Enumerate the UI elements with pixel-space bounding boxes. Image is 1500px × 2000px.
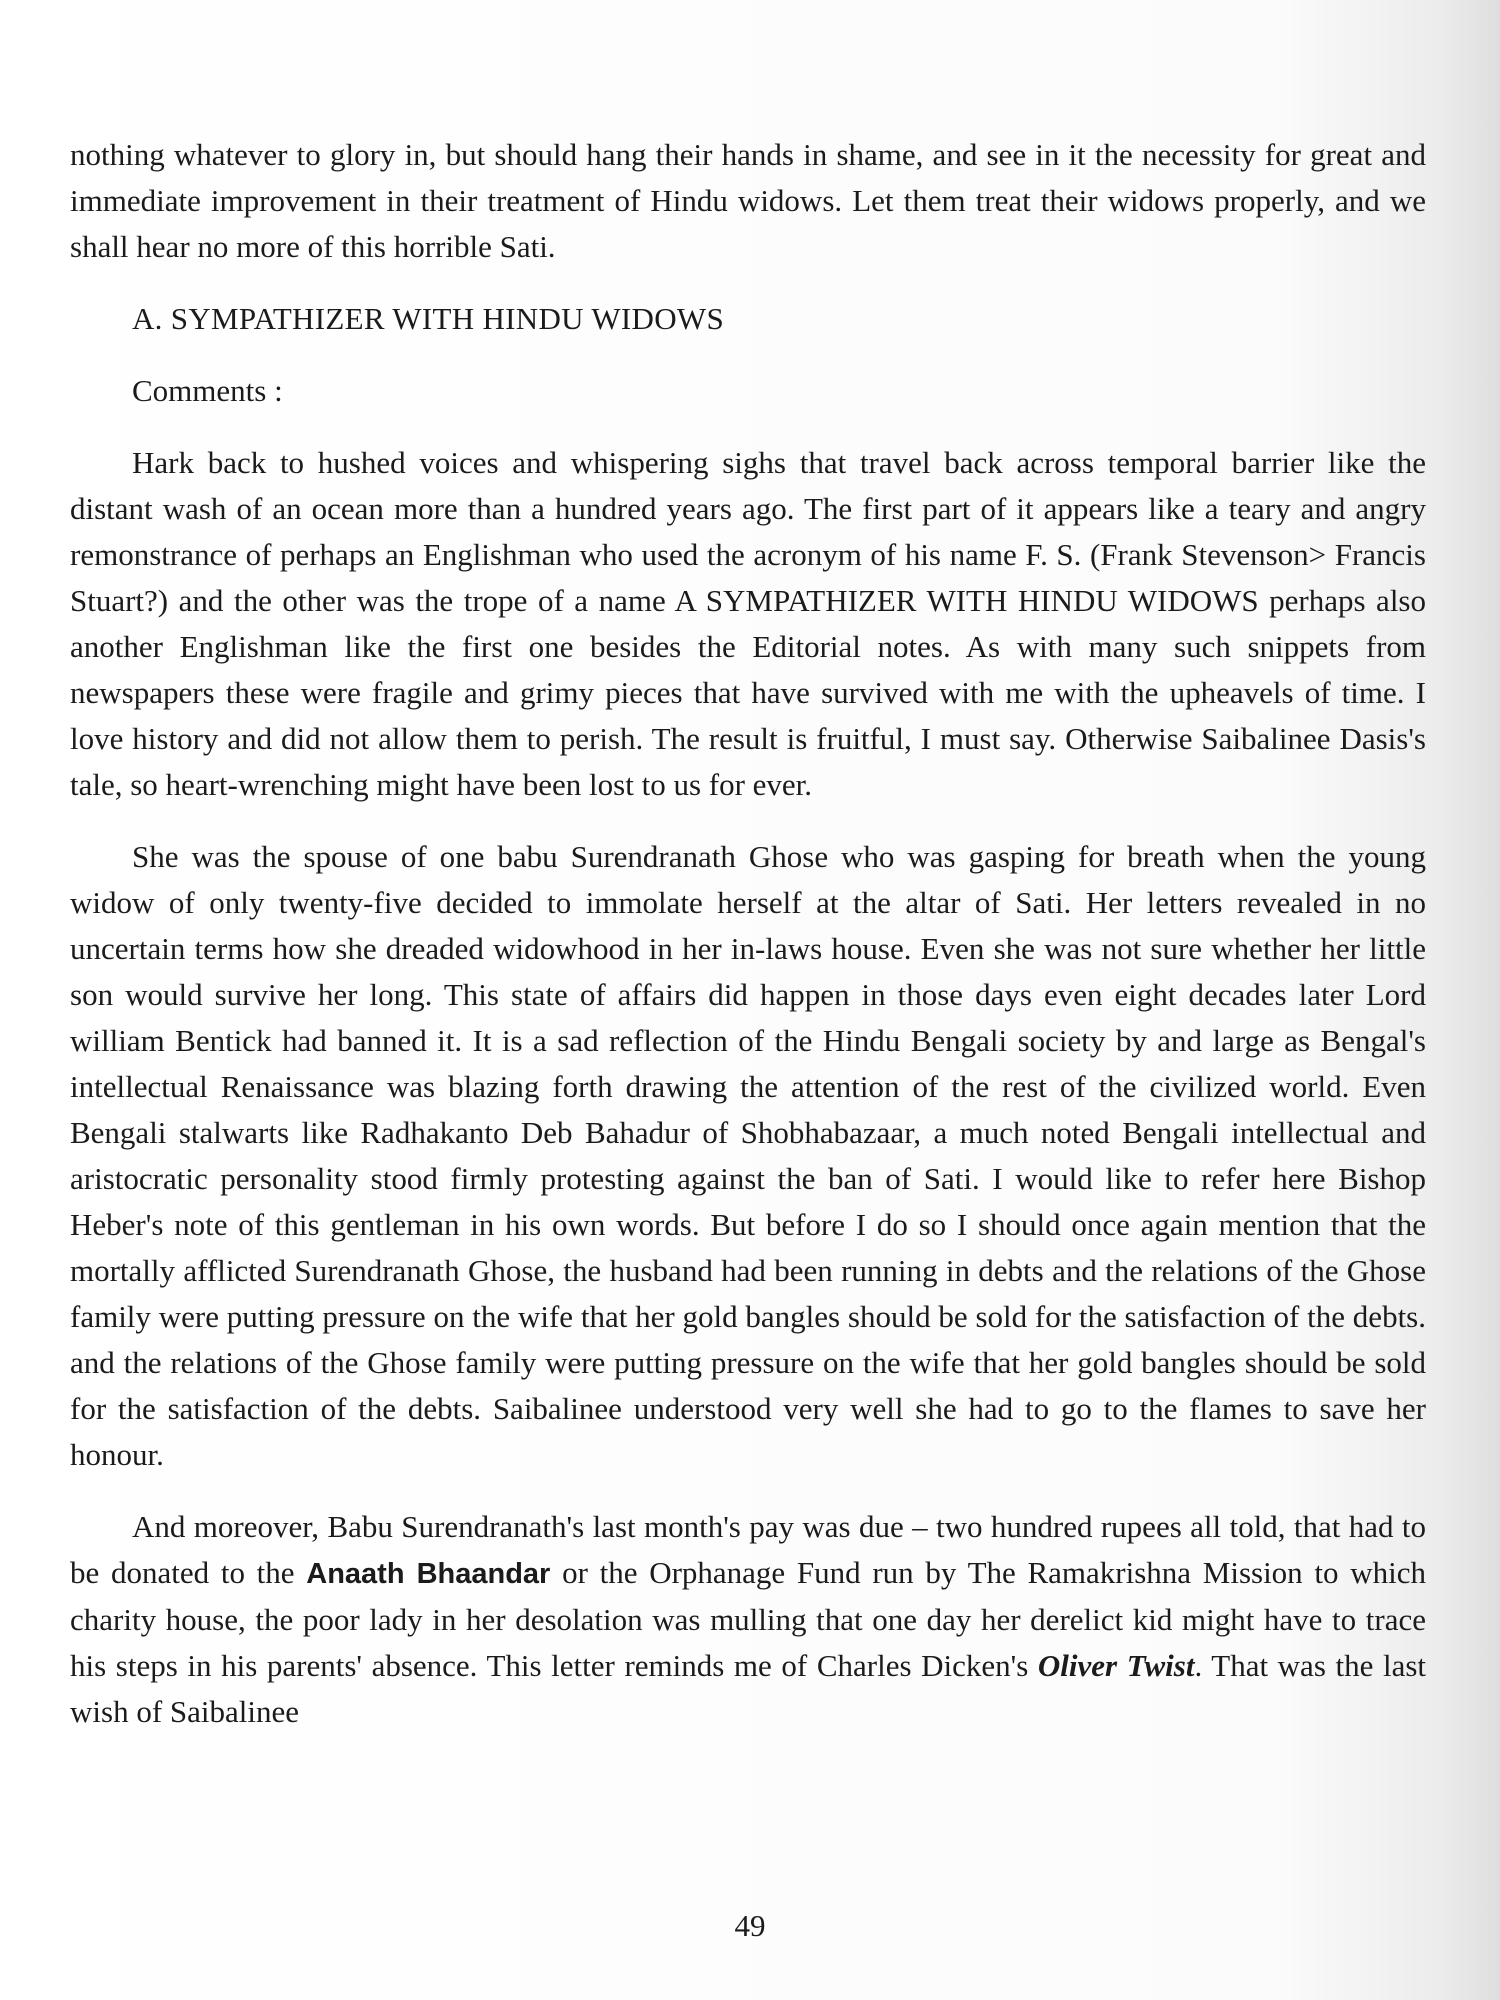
oliver-twist-title: Oliver Twist [1037, 1648, 1195, 1683]
body-text [70, 132, 1426, 1761]
letter-signature: A. SYMPATHIZER WITH HINDU WIDOWS [132, 301, 724, 336]
paragraph-moreover [70, 1504, 1426, 1735]
paragraph-moreover-text-2: or the Orphanage Fund run by The Ramakrishna Mission to which charity house, the poor lady in her desolation was mulling that one day her derelict kid might have to trace his steps in his parents' absence. This letter reminds me of Charles Dicken's [70, 1555, 1426, 1683]
page-number: 49 [734, 1908, 766, 1943]
comments-label: Comments : [132, 373, 283, 408]
paragraph-spouse: She was the spouse of one babu Surendranath Ghose who was gasping for breath when the young widow of only twenty-five decided to immolate herself at the altar of Sati. Her letters revealed in no uncertain terms how she dreaded widowhood in her in-laws house. Even she was not sure whether her little son would survive her long. This state of affairs did happen in those days even eight decades later Lord william Bentick had banned it. It is a sad reflection of the Hindu Bengali society by and large as Bengal's intellectual Renaissance was blazing forth drawing the attention of the rest of the civilized world. Even Bengali stalwarts like Radhakanto Deb Bahadur of Shobhabazaar, a much noted Bengali intellectual and aristocratic personality stood firmly protesting against the ban of Sati. I would like to refer here Bishop Heber's note of this gentleman in his own words. But before I do so I should once again mention that the mortally afflicted Surendranath Ghose, the husband had been running in debts and the relations of the Ghose family were putting pressure on the wife that her gold bangles should be sold for the satisfaction of the debts. and the relations of the Ghose family were putting pressure on the wife that her gold bangles should be sold for the satisfaction of the debts. Saibalinee understood very well she had to go to the flames to save her honour. [70, 839, 1426, 1472]
paragraph-hark-back: Hark back to hushed voices and whispering sighs that travel back across temporal barrier like the distant wash of an ocean more than a hundred years ago. The first part of it appears like a teary and angry remonstrance of perhaps an Englishman who used the acronym of his name F. S. (Frank Stevenson> Francis Stuart?) and the other was the trope of a name A SYMPATHIZER WITH HINDU WIDOWS perhaps also another Englishman like the first one besides the Editorial notes. As with many such snippets from newspapers these were fragile and grimy pieces that have survived with me with the upheavels of time. I love history and did not allow them to perish. The result is fruitful, I must say. Otherwise Saibalinee Dasis's tale, so heart-wrenching might have been lost to us for ever. [70, 445, 1426, 802]
paragraph-moreover-text-3: . That was the last wish of Saibalinee [70, 1648, 1427, 1729]
paragraph-continued: nothing whatever to glory in, but should hang their hands in shame, and see in it the necessity for great and immediate improvement in their treatment of Hindu widows. Let them treat their widows properly, and we shall hear no more of this horrible Sati. [70, 137, 1426, 264]
anaath-bhaandar-term: Anaath Bhaandar [306, 1558, 551, 1590]
paragraph-moreover-text-1: And moreover, Babu Surendranath's last month's pay was due – two hundred rupees all told, that had to be donated to the [70, 1509, 1426, 1590]
